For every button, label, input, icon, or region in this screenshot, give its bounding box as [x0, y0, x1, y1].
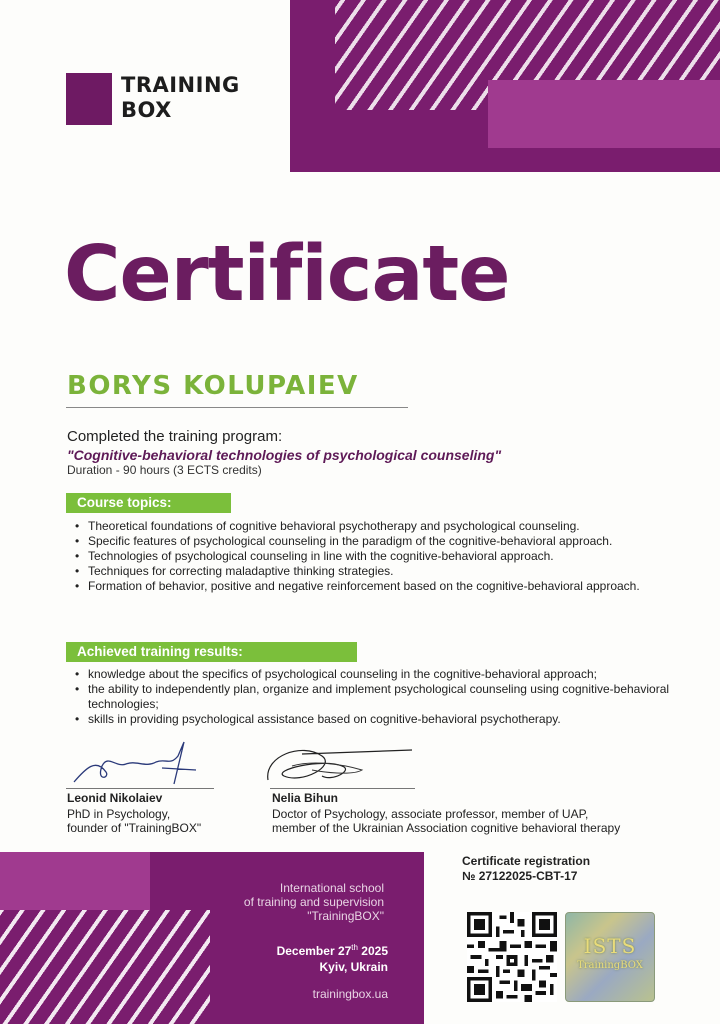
- school-line: International school: [279, 881, 384, 895]
- signatory-name: Nelia Bihun: [272, 791, 339, 805]
- website-link[interactable]: trainingbox.ua: [312, 987, 388, 1001]
- program-name: "Cognitive-behavioral technologies of psychological counseling": [67, 447, 502, 463]
- issue-place: Kyiv, Ukrain: [319, 960, 388, 974]
- logo-wordmark: [121, 73, 240, 123]
- list-item: • Formation of behavior, positive and negative reinforcement based on the cognitive-behavioral approach.: [75, 579, 675, 594]
- completed-label: Completed the training program:: [67, 428, 283, 445]
- registration-label: Certificate registration: [462, 854, 591, 868]
- list-item: • Techniques for correcting maladaptive thinking strategies.: [75, 564, 675, 579]
- list-item: • the ability to independently plan, organize and implement psychological counseling using cognitive-behavioral technologies;: [75, 682, 675, 712]
- course-topics-heading: Course topics:: [66, 493, 231, 513]
- school-line: "TrainingBOX": [307, 909, 384, 923]
- list-item: • Theoretical foundations of cognitive behavioral psychotherapy and psychological counseling.: [75, 519, 675, 534]
- registration-number: № 27122025-CBT-17: [462, 869, 578, 883]
- signature-nikolaiev-icon: [66, 738, 216, 790]
- school-name: [184, 881, 384, 923]
- signatory-title: member of the Ukrainian Association cognitive behavioral therapy: [272, 821, 621, 835]
- signature-line: [66, 788, 214, 789]
- program-duration: Duration - 90 hours (3 ECTS credits): [67, 463, 262, 477]
- name-underline: [66, 407, 408, 408]
- signature-line: [270, 788, 415, 789]
- hologram-text: TrainingBOX: [577, 960, 643, 971]
- accent-plate: [488, 80, 720, 148]
- logo-square-icon: [66, 73, 112, 125]
- issue-date: December 27th 2025: [276, 943, 388, 958]
- list-item: • Technologies of psychological counseling in line with the cognitive-behavioral approach.: [75, 549, 675, 564]
- list-item: • knowledge about the specifics of psychological counseling in the cognitive-behavioral approach;: [75, 667, 675, 682]
- signatory-title: Doctor of Psychology, associate professor, member of UAP,: [272, 807, 589, 821]
- signatory-name: Leonid Nikolaiev: [67, 791, 163, 805]
- certificate-title: Certificate: [64, 230, 510, 319]
- hologram-text: ISTS: [583, 934, 637, 958]
- issue-block: [224, 940, 388, 975]
- signature-bihun-icon: [262, 736, 422, 796]
- school-line: of training and supervision: [243, 895, 384, 909]
- list-item: • skills in providing psychological assistance based on cognitive-behavioral psychotherapy.: [75, 712, 675, 727]
- recipient-name: BORYS KOLUPAIEV: [67, 371, 359, 401]
- signatory-title: founder of "TrainingBOX": [67, 821, 202, 835]
- logo-line-1: TRAINING: [121, 73, 240, 97]
- results-heading: Achieved training results:: [66, 642, 357, 662]
- signatory-title: PhD in Psychology,: [67, 807, 171, 821]
- diagonal-stripes: [0, 910, 210, 1024]
- accent-plate: [0, 852, 150, 910]
- top-decorative-band: [290, 0, 720, 172]
- qr-code-icon[interactable]: [467, 912, 557, 1002]
- list-item: • Specific features of psychological counseling in the paradigm of the cognitive-behavioral approach.: [75, 534, 675, 549]
- results-list: [75, 667, 675, 727]
- logo-line-2: BOX: [121, 98, 172, 122]
- course-topics-list: [75, 519, 675, 594]
